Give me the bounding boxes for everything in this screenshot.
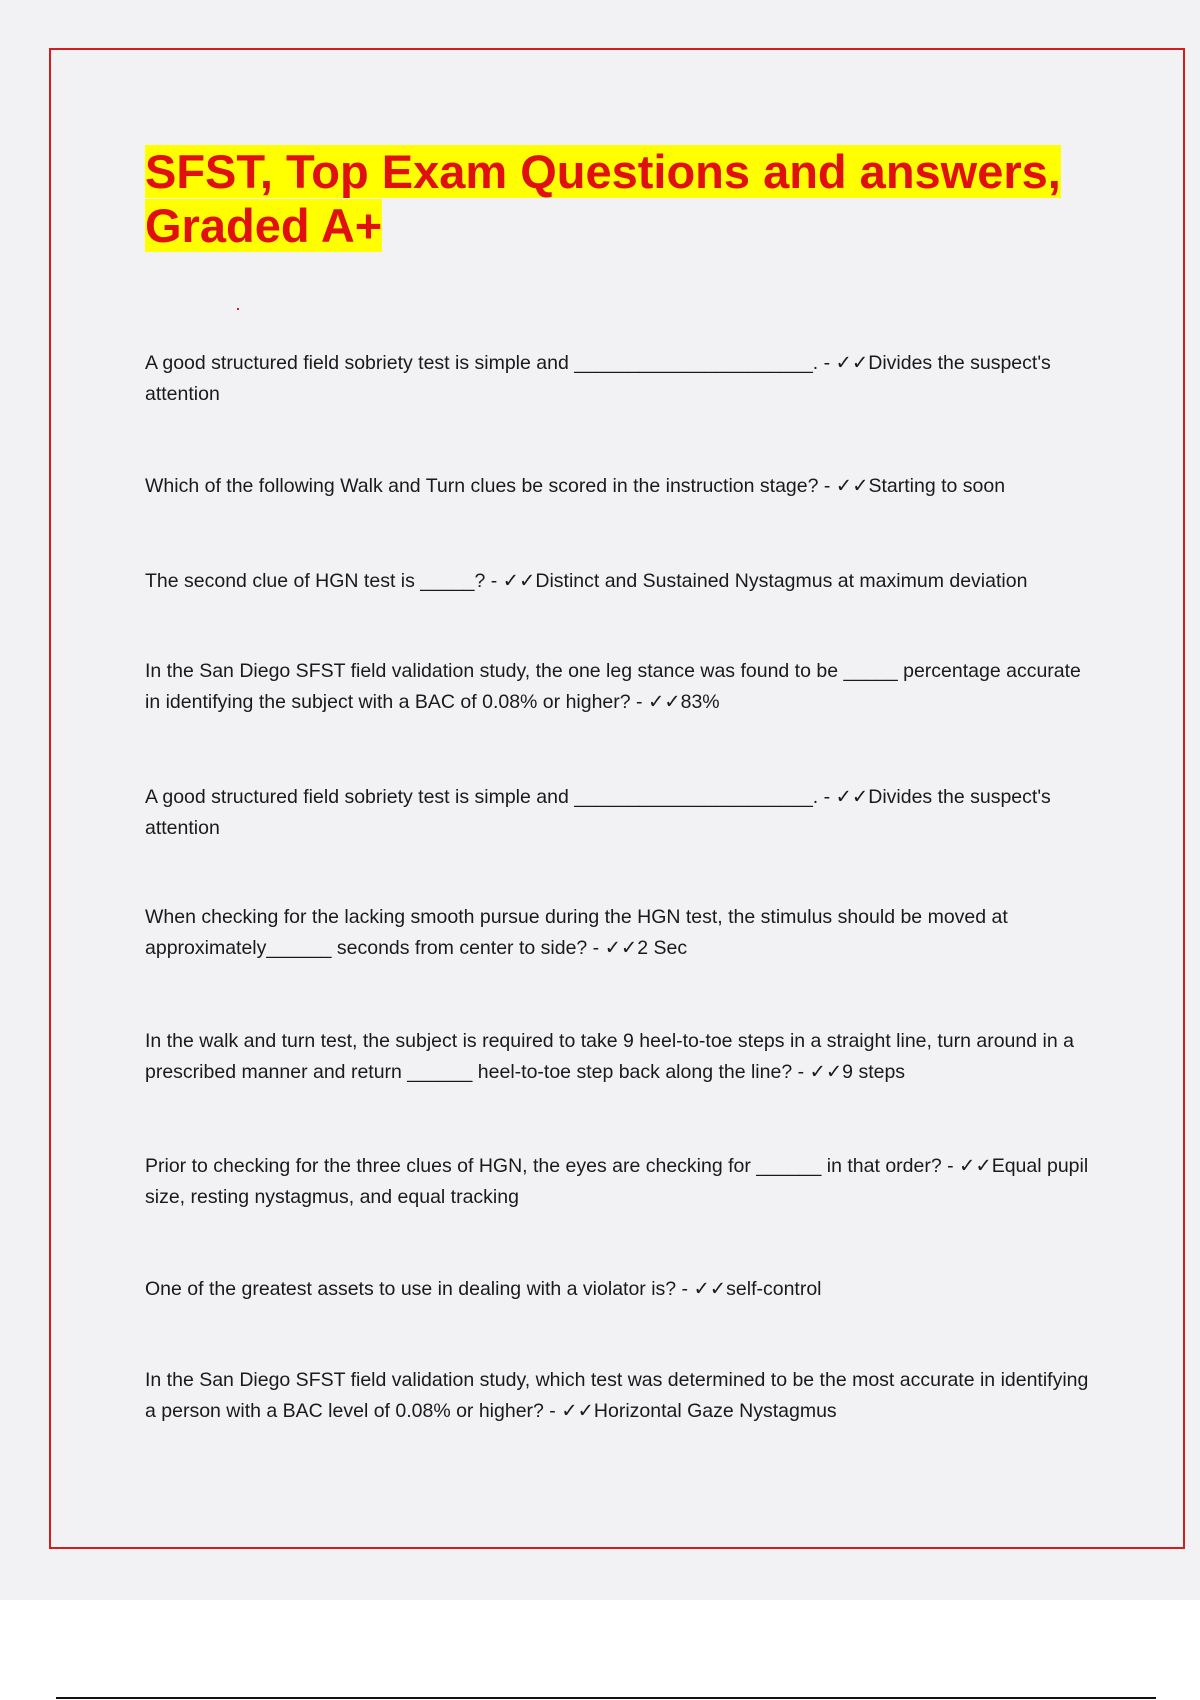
qa-item-1: A good structured field sobriety test is simple and ______________________. - ✓✓Divides the suspect's attention [145, 352, 1051, 405]
qa-item-3: The second clue of HGN test is _____? - ✓✓Distinct and Sustained Nystagmus at maximum deviation [145, 570, 1028, 592]
decorative-dot [237, 308, 239, 310]
qa-item-6: When checking for the lacking smooth pursue during the HGN test, the stimulus should be moved at approximately______ seconds from center to side? - ✓✓2 Sec [145, 906, 1008, 959]
title-highlight: SFST, Top Exam Questions and answers, Graded A+ [145, 145, 1061, 252]
qa-item-4: In the San Diego SFST field validation study, the one leg stance was found to be _____ percentage accurate in identifying the subject with a BAC of 0.08% or higher? - ✓✓83% [145, 660, 1081, 713]
bottom-divider [56, 1697, 1156, 1699]
qa-item-8: Prior to checking for the three clues of HGN, the eyes are checking for ______ in that order? - ✓✓Equal pupil size, resting nystagmus, and equal tracking [145, 1155, 1089, 1208]
title-block [145, 145, 1095, 253]
qa-item-7: In the walk and turn test, the subject is required to take 9 heel-to-toe steps in a straight line, turn around in a prescribed manner and return ______ heel-to-toe step back along the line? - ✓✓9 steps [145, 1030, 1074, 1083]
document-title [145, 145, 1095, 253]
qa-item-5: A good structured field sobriety test is simple and ______________________. - ✓✓Divides the suspect's attention [145, 786, 1051, 839]
qa-item-9: One of the greatest assets to use in dealing with a violator is? - ✓✓self-control [145, 1278, 822, 1300]
qa-item-10: In the San Diego SFST field validation study, which test was determined to be the most accurate in identifying a person with a BAC level of 0.08% or higher? - ✓✓Horizontal Gaze Nystagmus [145, 1369, 1089, 1422]
qa-item-2: Which of the following Walk and Turn clues be scored in the instruction stage? - ✓✓Starting to soon [145, 475, 1006, 497]
